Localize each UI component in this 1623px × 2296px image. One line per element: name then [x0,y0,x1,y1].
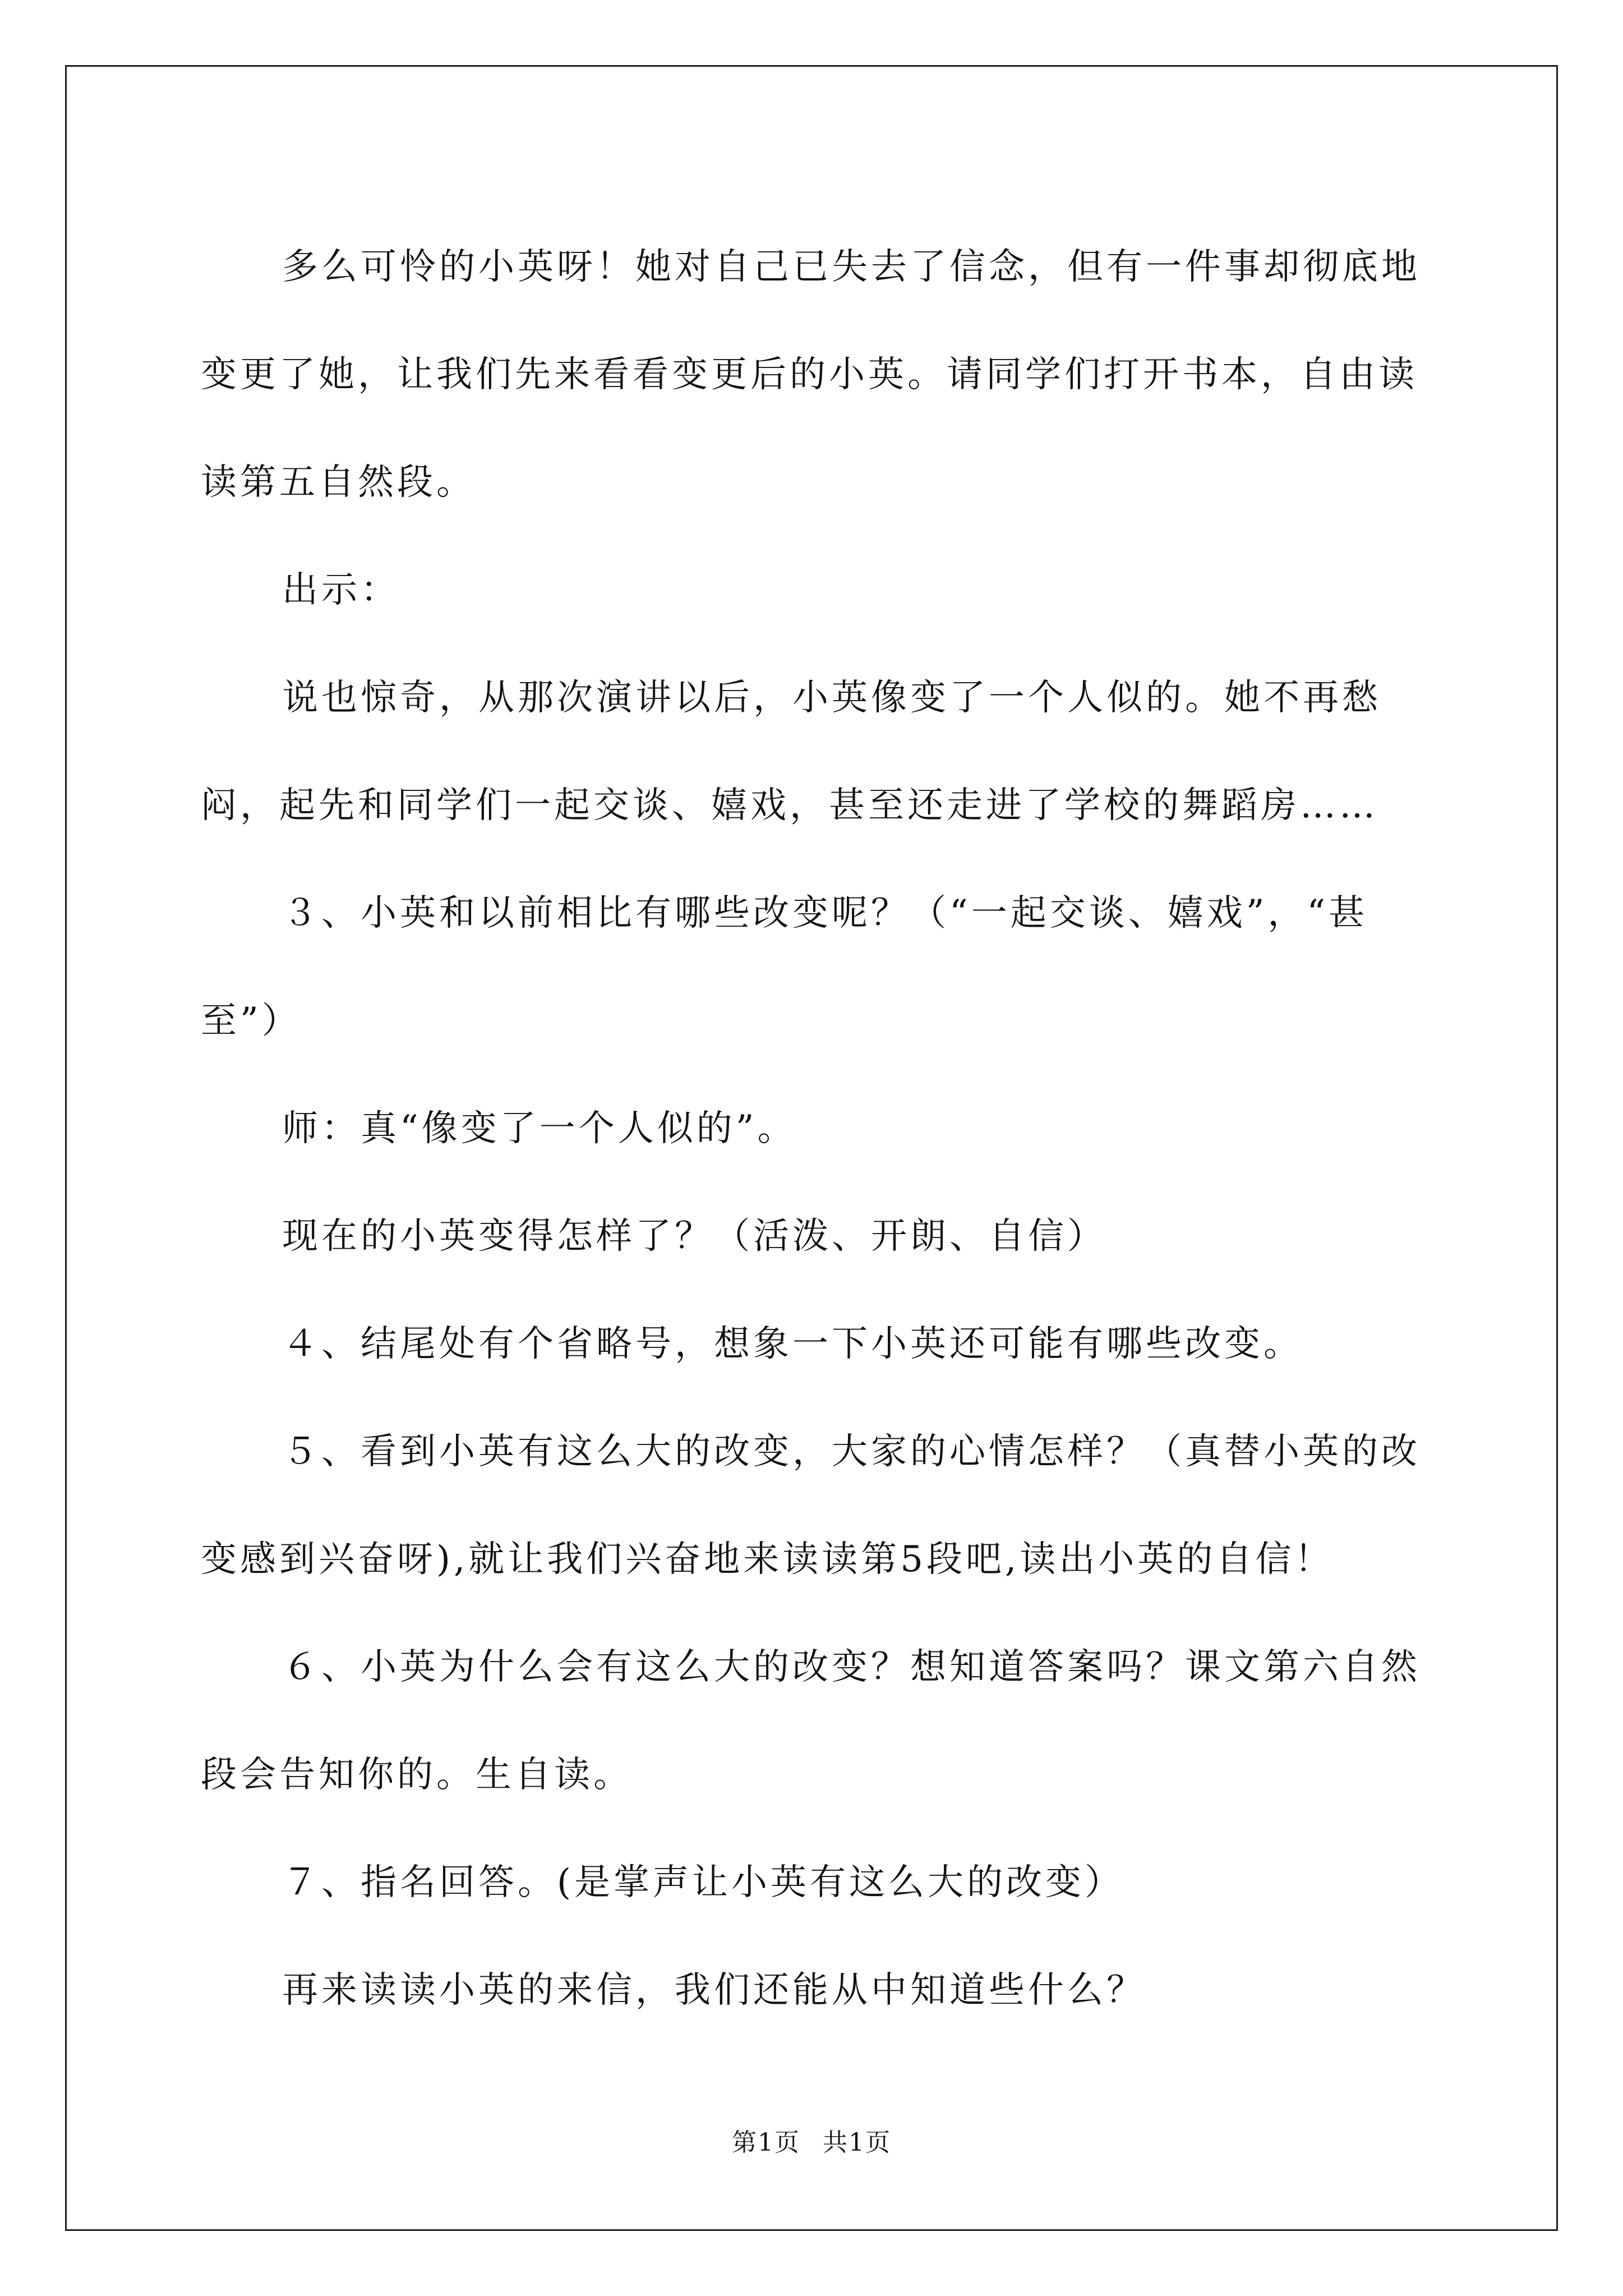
paragraph: ３、小英和以前相比有哪些改变呢？（“一起交谈、嬉戏”，“甚至”） [201,892,1368,1042]
document-body [201,213,1429,2044]
paragraph: ４、结尾处有个省略号，想象一下小英还可能有哪些改变。 [282,1323,1303,1365]
paragraph: ７、指名回答。(是掌声让小英有这么大的改变） [282,1862,1124,1903]
paragraph: ５、看到小英有这么大的改变，大家的心情怎样？（真替小英的改变感到兴奋呀),就让我们兴奋地来读读第5段吧,读出小英的自信！ [201,1431,1421,1580]
paragraph: 多么可怜的小英呀！她对自己已失去了信念，但有一件事却彻底地变更了她，让我们先来看看变更后的小英。请同学们打开书本，自由读读第五自然段。 [201,246,1421,503]
page-number-total: 共1页 [823,2128,891,2157]
page-footer [0,2126,1623,2160]
paragraph: 师：真“像变了一个人似的”。 [282,1108,797,1149]
paragraph: 现在的小英变得怎样了？（活泼、开朗、自信） [282,1216,1106,1257]
paragraph: 出示： [282,569,400,611]
paragraph: 说也惊奇，从那次演讲以后，小英像变了一个人似的。她不再愁闷，起先和同学们一起交谈、嬉戏，甚至还走进了学校的舞蹈房…… [201,677,1381,826]
paragraph: ６、小英为什么会有这么大的改变？想知道答案吗？课文第六自然段会告知你的。生自读。 [201,1646,1421,1796]
page-number-current: 第1页 [732,2128,800,2157]
paragraph: 再来读读小英的来信，我们还能从中知道些什么？ [282,1970,1146,2011]
